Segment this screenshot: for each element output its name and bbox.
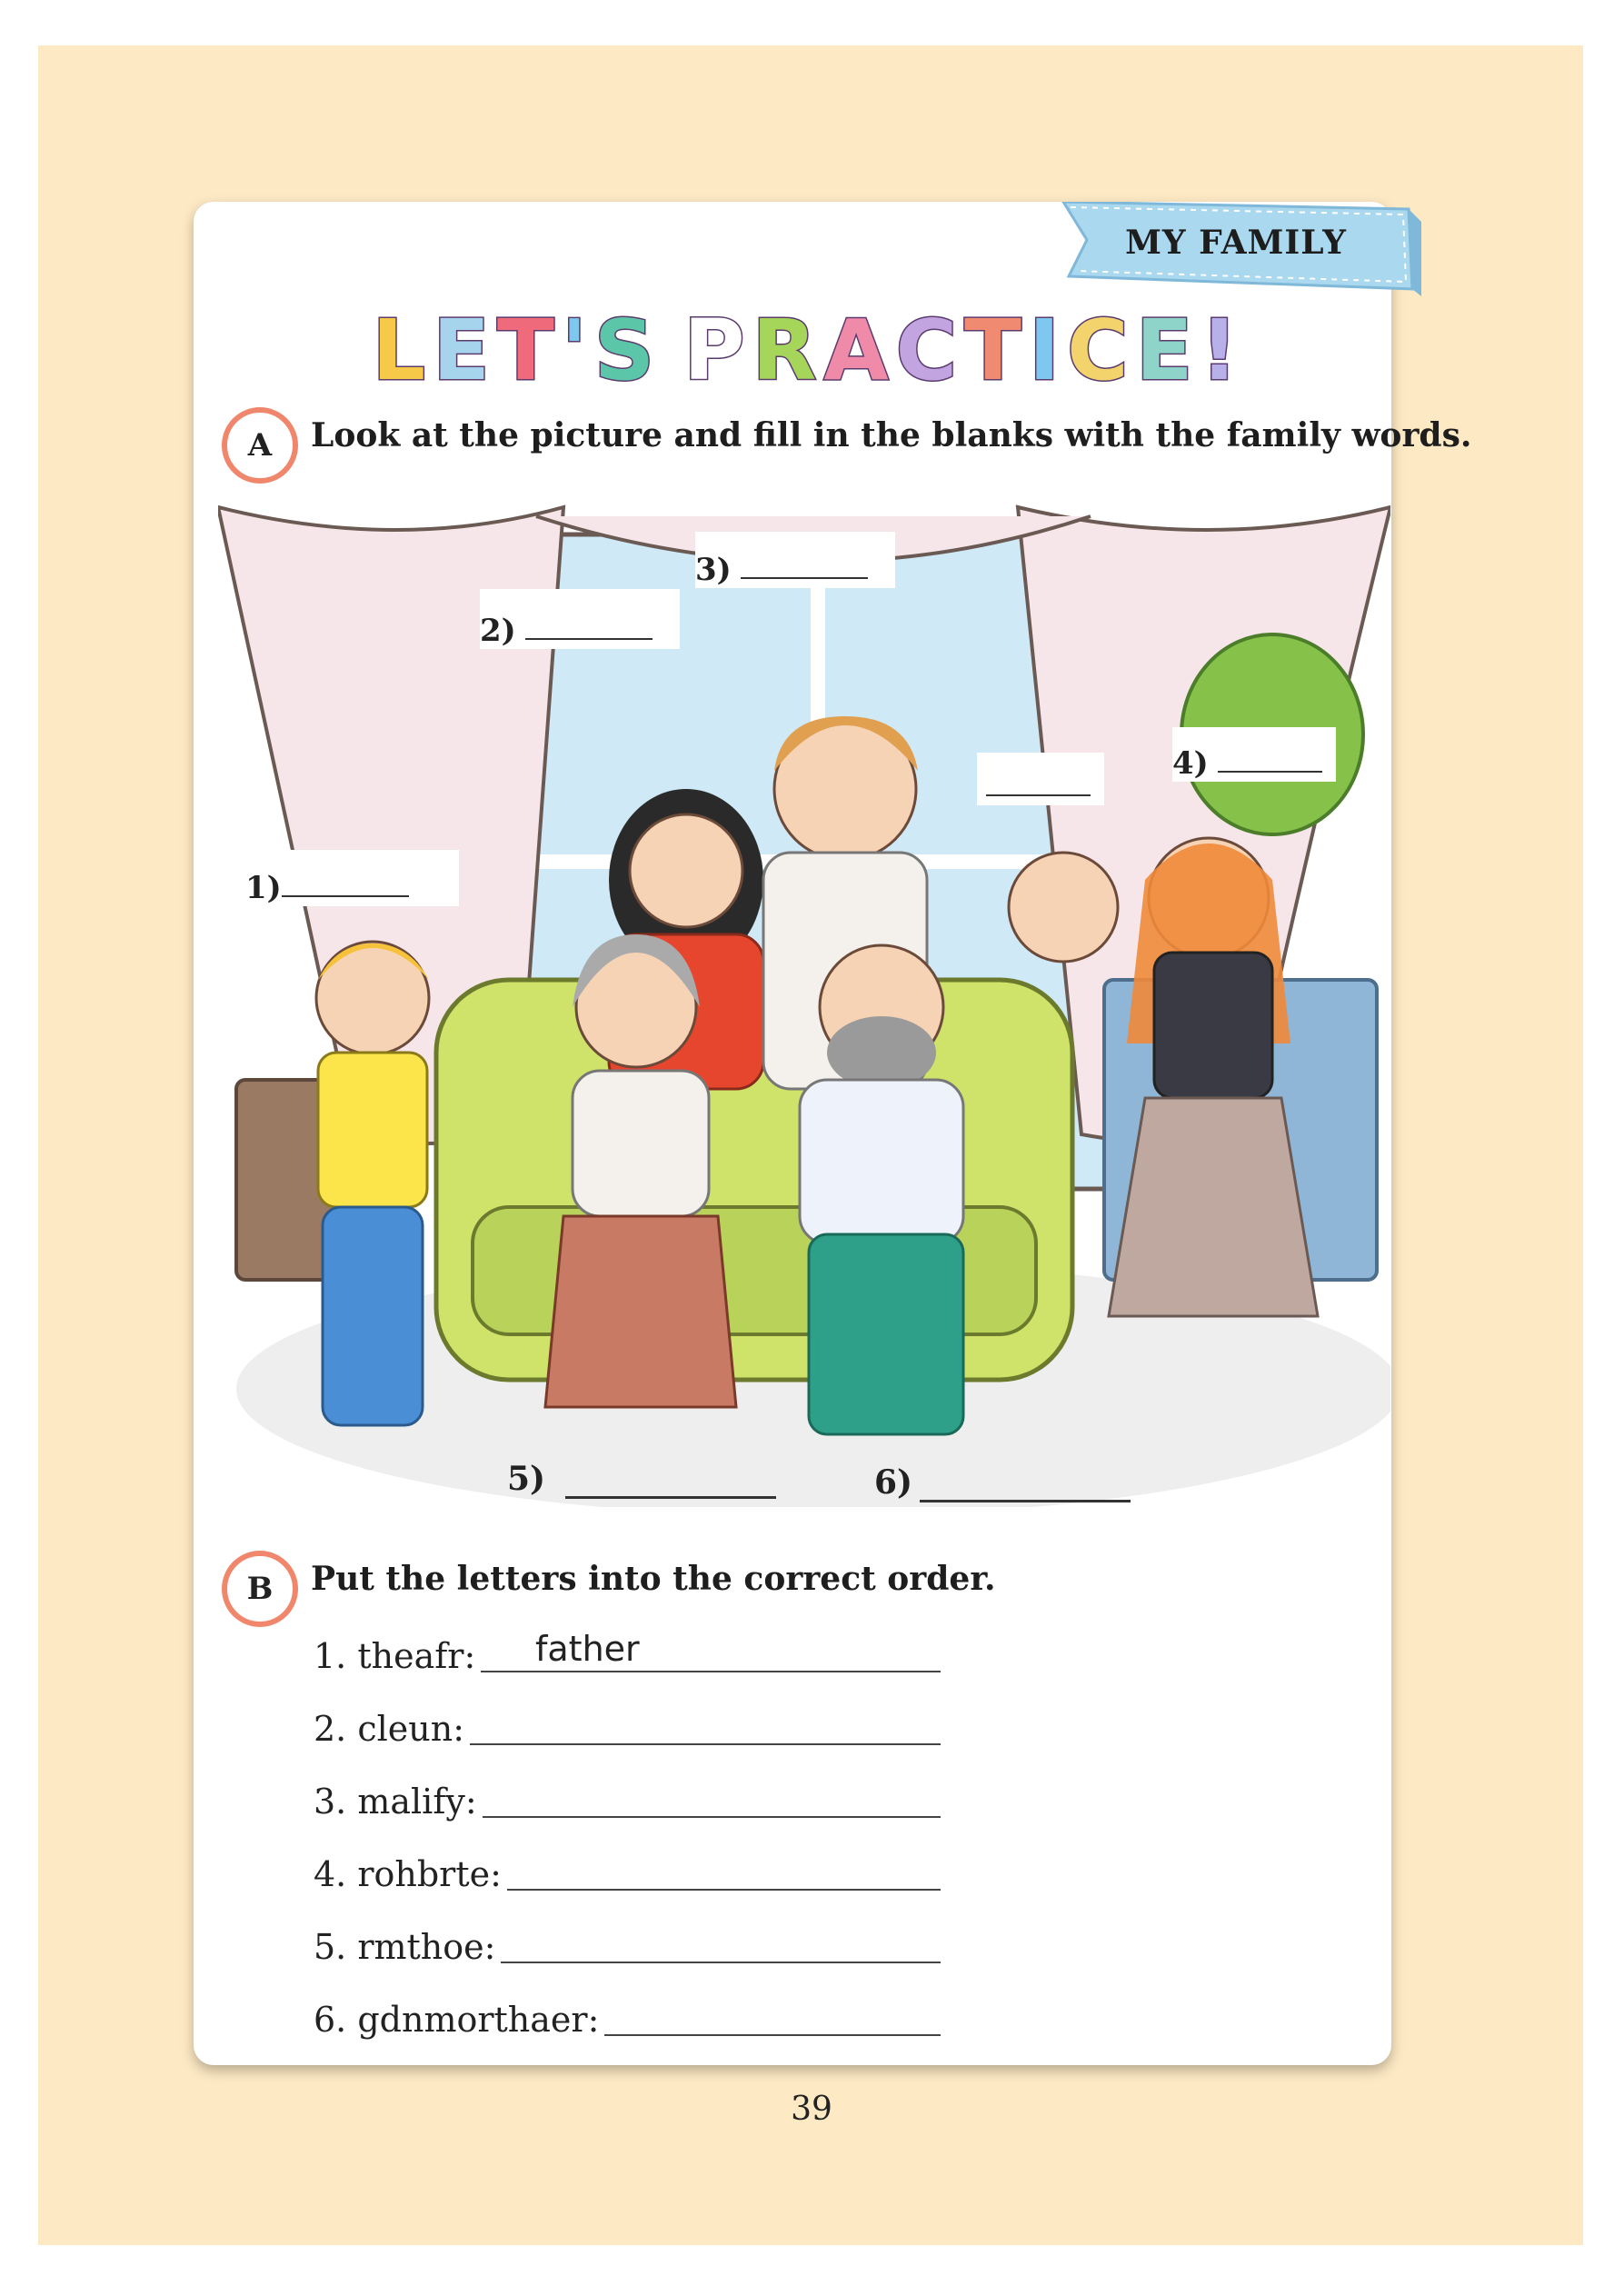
title-letter: T — [964, 301, 1029, 399]
exercise-row — [314, 1627, 941, 1682]
blank-number: 3) — [695, 552, 732, 588]
answer-line — [986, 793, 1091, 796]
answer-line-6[interactable] — [920, 1500, 1131, 1502]
blank-number: 4) — [1172, 745, 1209, 782]
title-letter: T — [496, 301, 562, 399]
blank-number: 2) — [480, 613, 516, 649]
title-letter: R — [752, 301, 824, 399]
title-letter: C — [1067, 301, 1136, 399]
blank-number-6: 6) — [874, 1463, 913, 1502]
family-living-room-illustration — [218, 498, 1390, 1507]
page-title — [372, 300, 1246, 400]
title-letter: L — [372, 301, 433, 399]
blank-number-5: 5) — [507, 1460, 546, 1498]
answer-line — [525, 636, 653, 640]
exercise-label: 4. rohbrte: — [314, 1854, 502, 1894]
title-letter: C — [895, 301, 965, 399]
title-letter: E — [433, 301, 497, 399]
section-b-instruction: Put the letters into the correct order. — [311, 1560, 996, 1598]
answer-input[interactable] — [501, 1962, 941, 1963]
blank-label-3[interactable] — [695, 532, 895, 588]
section-a-badge: A — [222, 407, 298, 484]
answer-text: father — [535, 1629, 640, 1669]
blank-label-4[interactable] — [1172, 727, 1336, 782]
title-letter: S — [593, 301, 663, 399]
blank-number: 1) — [245, 870, 282, 906]
exercise-label: 5. rmthoe: — [314, 1927, 496, 1967]
answer-input[interactable] — [507, 1889, 941, 1891]
answer-line — [741, 575, 868, 579]
title-letter: E — [1135, 301, 1201, 399]
exercise-row — [314, 1845, 941, 1900]
blank-label-2[interactable] — [480, 589, 680, 649]
answer-line — [282, 893, 409, 897]
answer-line — [1218, 769, 1322, 773]
title-letter: P — [683, 301, 752, 399]
title-letter: I — [1028, 301, 1068, 399]
exercise-row — [314, 1991, 941, 2045]
exercise-label: 6. gdnmorthaer: — [314, 2000, 600, 2040]
exercise-row — [314, 1700, 941, 1754]
exercise-row — [314, 1918, 941, 1972]
blank-label-1[interactable] — [245, 850, 459, 906]
section-b-badge: B — [222, 1551, 298, 1627]
page-number: 39 — [791, 2091, 832, 2128]
title-letter: ' — [561, 301, 594, 399]
title-letter: A — [823, 301, 896, 399]
exercise-row — [314, 1772, 941, 1827]
answer-input[interactable] — [470, 1743, 941, 1745]
exercise-label: 1. theafr: — [314, 1636, 476, 1676]
exercise-label: 3. malify: — [314, 1782, 477, 1822]
section-a-instruction: Look at the picture and fill in the blanks with the family words. — [311, 416, 1472, 454]
section-label: MY FAMILY — [1125, 224, 1347, 262]
answer-input[interactable] — [483, 1816, 941, 1818]
exercise-label: 2. cleun: — [314, 1709, 465, 1749]
answer-input[interactable] — [604, 2034, 941, 2036]
answer-input[interactable] — [481, 1671, 941, 1672]
answer-line-5[interactable] — [565, 1496, 776, 1499]
blank-label-extra[interactable] — [977, 753, 1104, 805]
title-letter: ! — [1200, 301, 1246, 399]
